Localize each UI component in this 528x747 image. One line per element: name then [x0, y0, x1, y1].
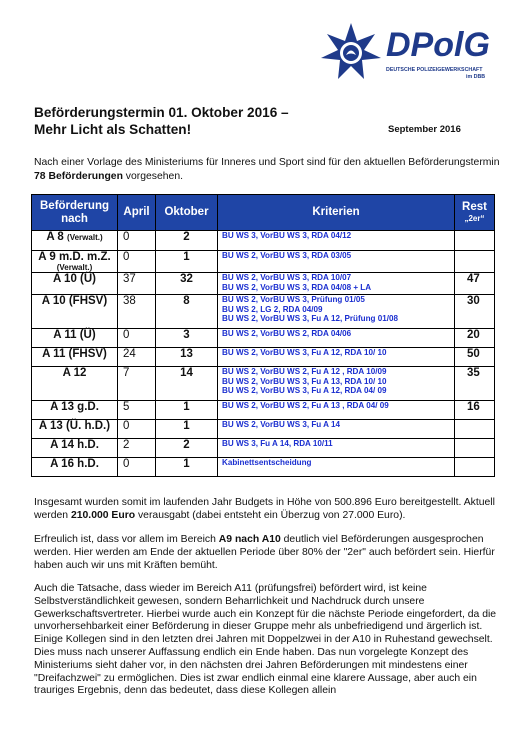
cell-oktober: 2	[156, 439, 218, 458]
promotion-table	[31, 194, 495, 477]
cell-grade	[32, 458, 118, 477]
cell-oktober: 1	[156, 420, 218, 439]
cell-rest: 30	[455, 295, 495, 329]
para1-text: Insgesamt wurden somit im laufenden Jahr Budgets in Höhe von 500.896 Euro bereitgestellt. Aktuell werden	[34, 497, 495, 521]
header-kriterien: Kriterien	[218, 195, 455, 231]
grade-label: A 8	[46, 231, 64, 243]
table-row	[32, 231, 495, 251]
cell-grade	[32, 231, 118, 251]
cell-kriterien	[218, 348, 455, 367]
cell-april: 37	[118, 273, 156, 295]
cell-rest	[455, 231, 495, 251]
table-row	[32, 273, 495, 295]
criteria-line: BU WS 2, VorBU WS 3, RDA 10/07	[222, 273, 352, 282]
criteria-line: BU WS 2, VorBU WS 3, Fu A 13, RDA 10/ 10	[222, 376, 387, 386]
header-grade: Beförderung nach	[32, 195, 118, 231]
criteria-line: BU WS 2, VorBU WS 3, Prüfung 01/05	[222, 295, 365, 304]
cell-oktober: 14	[156, 367, 218, 401]
cell-april: 0	[118, 420, 156, 439]
cell-oktober: 1	[156, 401, 218, 420]
criteria-line: BU WS 2, VorBU WS 3, Fu A 14	[222, 420, 340, 429]
cell-kriterien	[218, 420, 455, 439]
cell-rest: 47	[455, 273, 495, 295]
header-rest-label: Rest	[462, 201, 487, 213]
table-row	[32, 439, 495, 458]
table-row	[32, 295, 495, 329]
cell-rest	[455, 251, 495, 273]
header-oktober: Oktober	[156, 195, 218, 231]
cell-oktober: 2	[156, 231, 218, 251]
header-april: April	[118, 195, 156, 231]
cell-april: 0	[118, 251, 156, 273]
cell-kriterien	[218, 251, 455, 273]
paragraph-a11: Auch die Tatsache, dass wieder im Bereich A11 (prüfungsfrei) befördert wird, ist keine Selbstverständlichkeit gewesen, sondern Beharrlichkeit und Nachdruck durch unsere Gewerkschaftsvertreter. Hierbei wurde auch ein Konzept für die nächste Periode eingefordert, da die unvorhersehbarkeit einer Beförderung in dieser Gruppe mehr als unbefriedigend und ärgerlich ist. Einige Kollegen sind in den letzten drei Jahren mit Doppelzwei in der A10 in Ruhestand gewechselt. Dies muss nach unserer Auffassung endlich ein Ende haben. Das nun vorgelegte Konzept des Ministeriums sieht daher vor, in den nächsten drei Jahren Beförderungen mit mindestens einer "Dreifachzwei" zu ermöglichen. Dies ist zwar endlich einmal eine klarere Aussage, aber auch ein trauriges Ergebnis, denn das bedeutet, dass diese Kollegen allein	[34, 583, 497, 697]
grade-label: A 10 (FHSV)	[41, 295, 108, 307]
criteria-line: Kabinettsentscheidung	[222, 458, 312, 467]
cell-rest	[455, 439, 495, 458]
cell-april: 7	[118, 367, 156, 401]
table-body	[32, 231, 495, 477]
criteria-line: BU WS 2, LG 2, RDA 04/09	[222, 304, 323, 314]
table-row	[32, 401, 495, 420]
cell-april: 24	[118, 348, 156, 367]
logo-wordmark: DPolG	[386, 26, 490, 64]
cell-grade	[32, 295, 118, 329]
cell-rest: 35	[455, 367, 495, 401]
dpolg-logo	[320, 22, 500, 84]
cell-grade	[32, 439, 118, 458]
cell-april: 5	[118, 401, 156, 420]
cell-kriterien	[218, 401, 455, 420]
cell-rest: 16	[455, 401, 495, 420]
para2-text-end: deutlich viel Beförderungen ausgesprochen werden. Hier werden am Ende der aktuellen Periode über 80% der "2er" auch befördert sein. Hierfür haben auch wir uns mit Kräften bemüht.	[34, 534, 495, 571]
para2-text: Erfreulich ist, dass vor allem im Bereich	[34, 534, 219, 545]
cell-kriterien	[218, 295, 455, 329]
grade-label: A 11 (FHSV)	[42, 348, 107, 360]
grade-note: (Verwalt.)	[67, 233, 103, 242]
cell-april: 0	[118, 458, 156, 477]
table-row	[32, 251, 495, 273]
cell-kriterien	[218, 367, 455, 401]
para1-text-end: verausgabt (dabei entsteht ein Überzug von 27.000 Euro).	[135, 509, 406, 521]
criteria-line: BU WS 2, VorBU WS 3, RDA 03/05	[222, 251, 352, 260]
page-title	[34, 104, 289, 138]
grade-label: A 11 (Ü)	[53, 329, 96, 341]
para1-bold: 210.000 Euro	[70, 509, 136, 521]
para2-bold: A9 nach A10	[218, 534, 281, 545]
grade-label: A 12	[62, 367, 87, 379]
criteria-line: BU WS 3, VorBU WS 3, RDA 04/12	[222, 231, 352, 240]
criteria-line: BU WS 2, VorBU WS 3, Fu A 12, RDA 04/ 09	[222, 386, 387, 396]
intro-paragraph	[34, 156, 504, 183]
grade-label: A 10 (Ü)	[52, 273, 97, 285]
table-row	[32, 329, 495, 348]
cell-oktober: 13	[156, 348, 218, 367]
header-rest-sub: „2er“	[464, 214, 485, 223]
intro-text: Nach einer Vorlage des Ministeriums für Inneres und Sport sind für den aktuellen Beförderungstermin	[34, 157, 500, 168]
cell-grade	[32, 273, 118, 295]
logo-subtitle: DEUTSCHE POLIZEIGEWERKSCHAFT	[386, 67, 483, 73]
cell-oktober: 8	[156, 295, 218, 329]
grade-label: A 14 h.D.	[50, 439, 99, 451]
cell-oktober: 3	[156, 329, 218, 348]
cell-grade	[32, 367, 118, 401]
cell-april: 2	[118, 439, 156, 458]
cell-rest	[455, 458, 495, 477]
title-line-2: Mehr Licht als Schatten!	[34, 122, 192, 137]
cell-oktober: 32	[156, 273, 218, 295]
cell-rest	[455, 420, 495, 439]
police-star-icon	[320, 22, 382, 84]
header-rest	[455, 195, 495, 231]
grade-label: A 16 h.D.	[50, 458, 99, 470]
intro-text-end: vorgesehen.	[122, 170, 183, 182]
document-date: September 2016	[388, 124, 461, 135]
table-header-row	[32, 195, 495, 231]
cell-grade	[32, 420, 118, 439]
cell-grade	[32, 329, 118, 348]
cell-april: 0	[118, 231, 156, 251]
paragraph-budget	[34, 497, 500, 523]
logo-subtitle-dbb: im DBB	[466, 74, 486, 80]
criteria-line: BU WS 3, Fu A 14, RDA 10/11	[222, 439, 333, 448]
criteria-line: BU WS 2, VorBU WS 2, Fu A 12 , RDA 10/09	[222, 367, 387, 376]
cell-kriterien	[218, 273, 455, 295]
grade-label: A 9 m.D. m.Z.	[38, 251, 111, 263]
cell-april: 38	[118, 295, 156, 329]
cell-kriterien	[218, 329, 455, 348]
criteria-line: BU WS 2, VorBU WS 3, Fu A 12, Prüfung 01/08	[222, 314, 398, 324]
criteria-line: BU WS 2, VorBU WS 3, RDA 04/08 + LA	[222, 282, 372, 292]
criteria-line: BU WS 2, VorBU WS 3, Fu A 12, RDA 10/ 10	[222, 348, 387, 357]
table-row	[32, 348, 495, 367]
table-row	[32, 458, 495, 477]
grade-note: (Verwalt.)	[56, 263, 93, 272]
paragraph-a9-a10	[34, 534, 500, 572]
cell-grade	[32, 251, 118, 273]
grade-label: A 13 (Ü. h.D.)	[38, 420, 111, 432]
cell-grade	[32, 348, 118, 367]
cell-kriterien	[218, 231, 455, 251]
cell-oktober: 1	[156, 251, 218, 273]
cell-rest: 20	[455, 329, 495, 348]
criteria-line: BU WS 2, VorBU WS 2, Fu A 13 , RDA 04/ 09	[222, 401, 389, 410]
cell-kriterien	[218, 458, 455, 477]
table-row	[32, 420, 495, 439]
cell-kriterien	[218, 439, 455, 458]
cell-grade	[32, 401, 118, 420]
intro-bold: 78 Beförderungen	[34, 170, 123, 182]
cell-oktober: 1	[156, 458, 218, 477]
cell-rest: 50	[455, 348, 495, 367]
title-line-1: Beförderungstermin 01. Oktober 2016 –	[34, 105, 289, 120]
table-row	[32, 367, 495, 401]
criteria-line: BU WS 2, VorBU WS 2, RDA 04/06	[222, 329, 352, 338]
cell-april: 0	[118, 329, 156, 348]
grade-label: A 13 g.D.	[50, 401, 99, 413]
